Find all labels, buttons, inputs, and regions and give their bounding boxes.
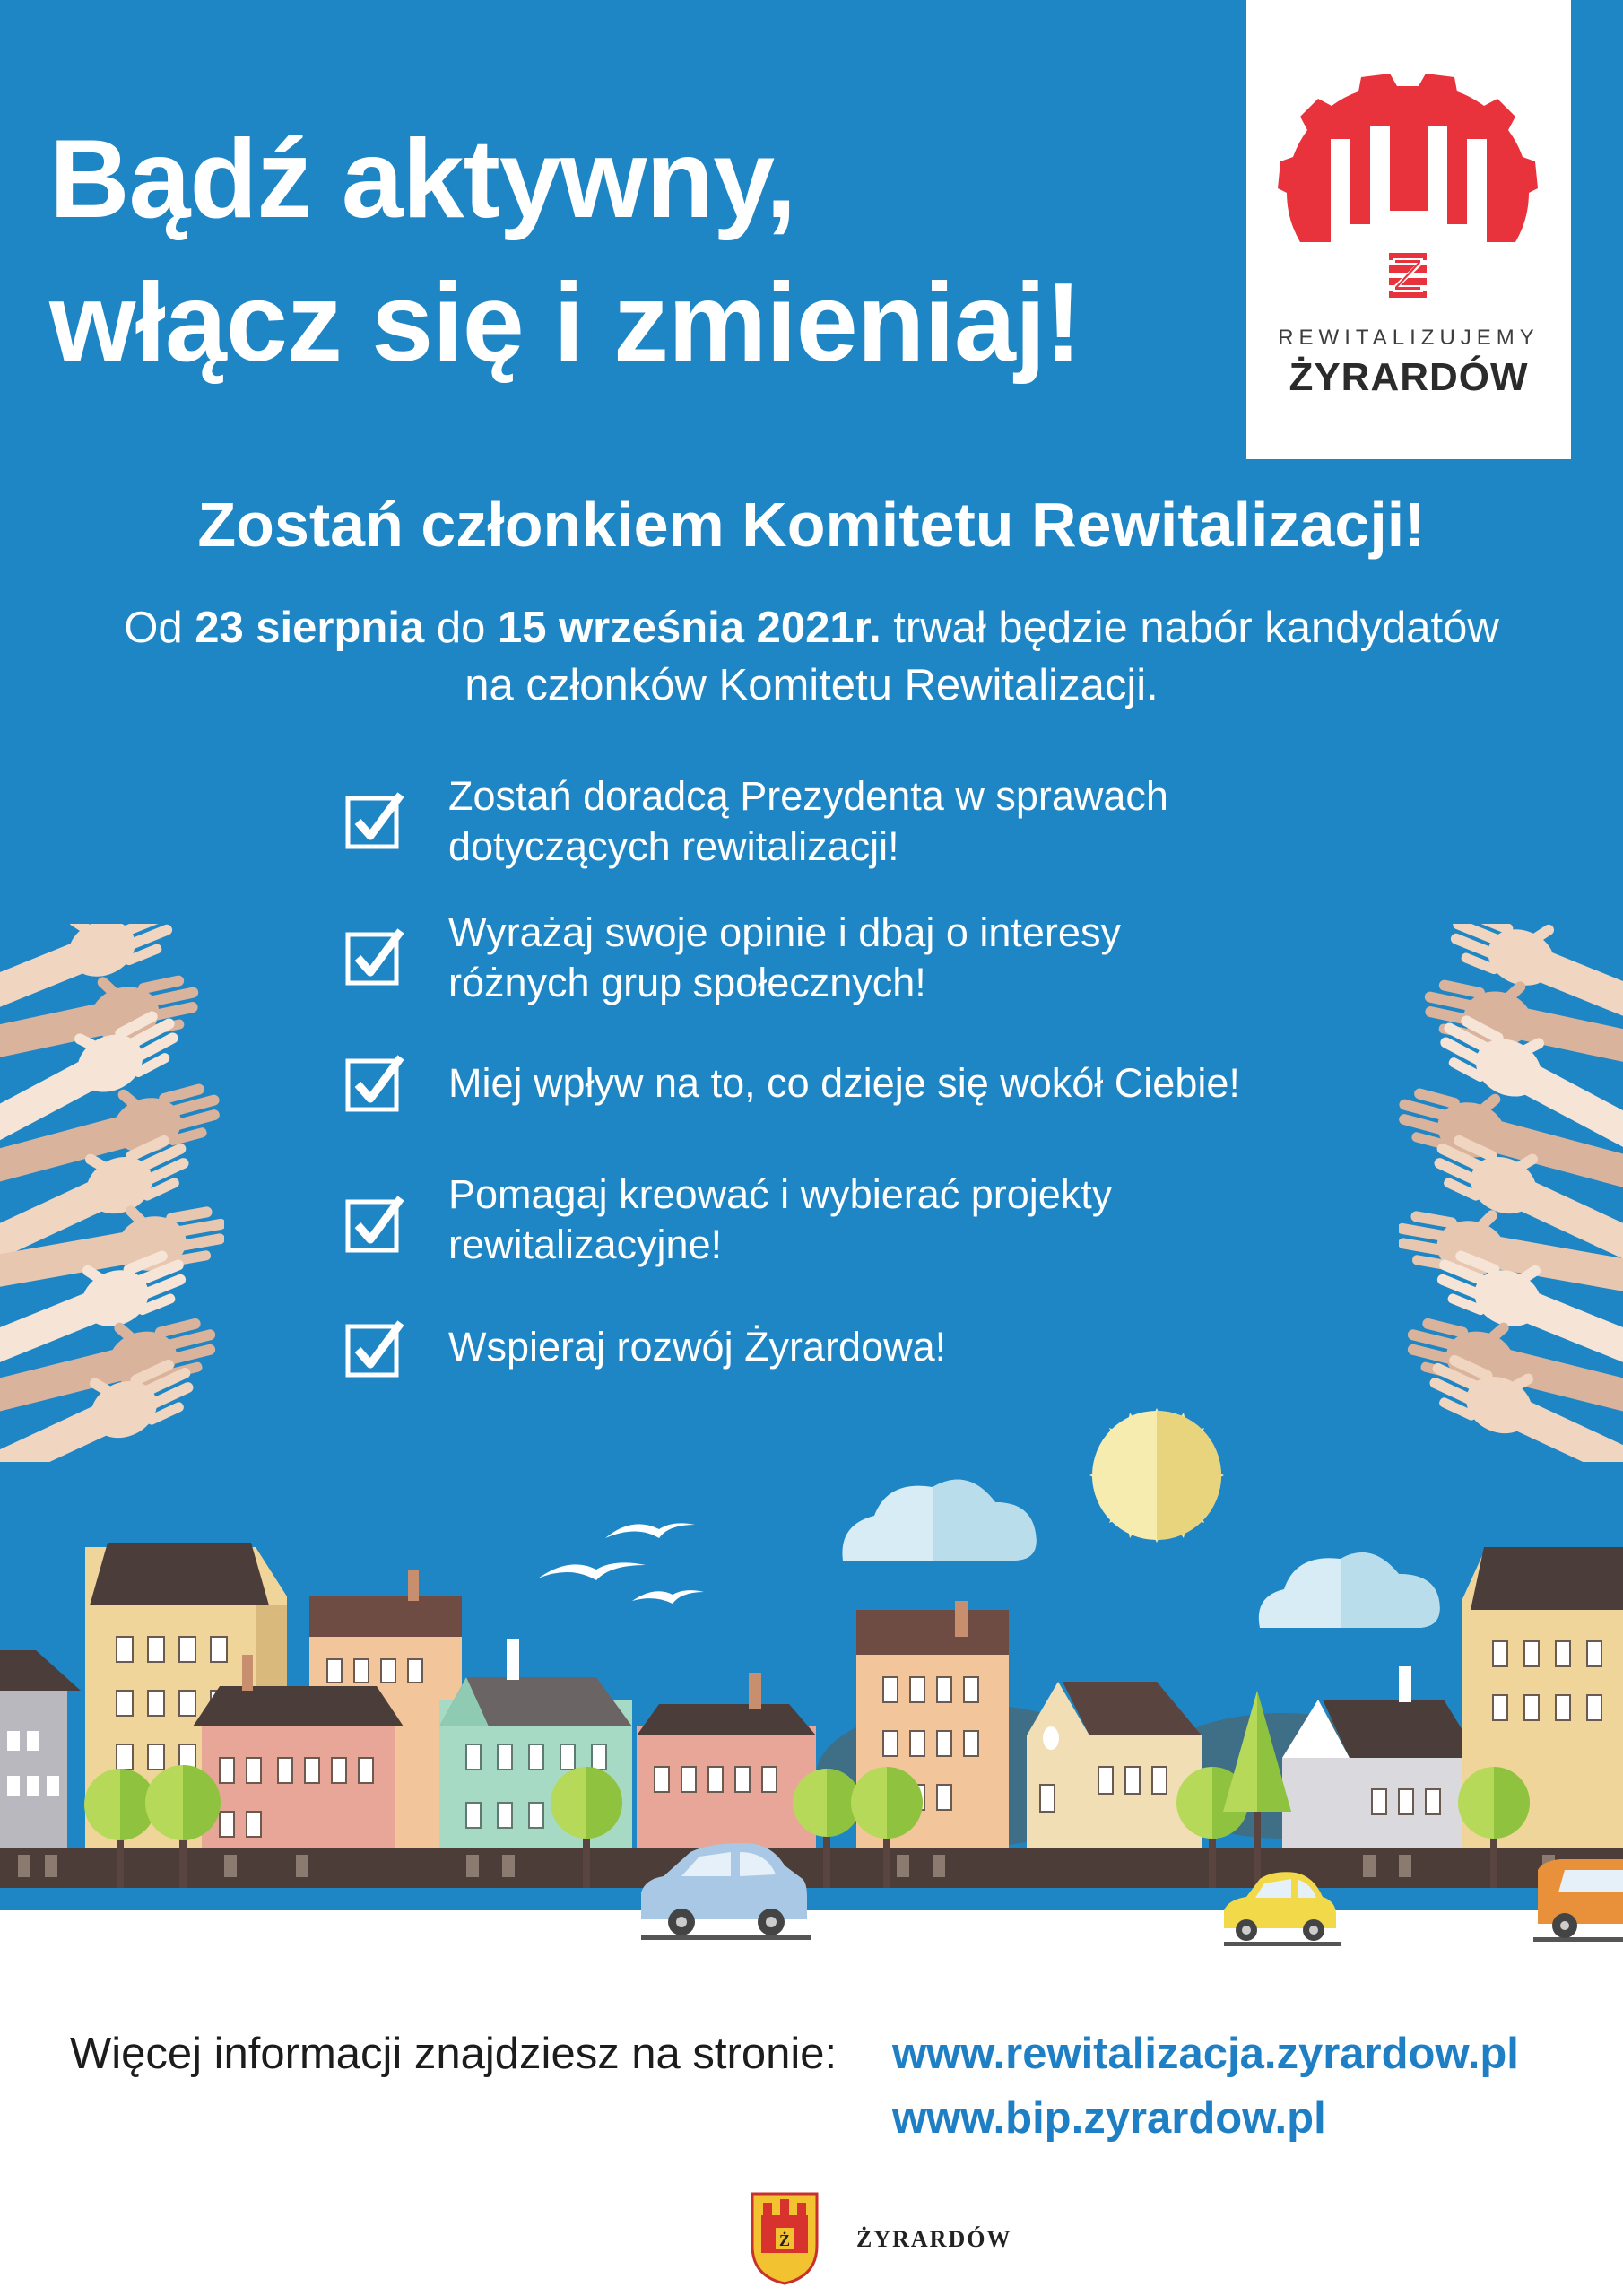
city-name: ŻYRARDÓW xyxy=(856,2226,1012,2252)
crest-letter: Ż xyxy=(778,2231,791,2249)
intro-line-2: na członków Komitetu Rewitalizacji. xyxy=(464,661,1159,709)
cloud-icon xyxy=(1259,1552,1440,1628)
gear-logo-icon xyxy=(1246,0,1571,323)
intro-paragraph xyxy=(54,599,1569,714)
subheading: Zostań członkiem Komitetu Rewitalizacji! xyxy=(197,490,1426,560)
sun-icon xyxy=(1089,1408,1224,1543)
revitalization-website-link[interactable]: www.rewitalizacja.zyrardow.pl xyxy=(892,2030,1519,2078)
checklist-line: Miej wpływ na to, co dzieje się wokół Ciebie! xyxy=(448,1060,1240,1106)
car-icon xyxy=(1533,1859,1623,1942)
headline xyxy=(49,108,1081,395)
date-to: 15 września 2021r. xyxy=(497,604,881,652)
check-icon xyxy=(345,1195,404,1254)
footer-info-text: Więcej informacji znajdziesz na stronie: xyxy=(70,2030,838,2078)
check-icon xyxy=(345,927,404,987)
intro-text: do xyxy=(424,604,498,652)
bird-icon xyxy=(538,1523,704,1604)
checklist-line: rewitalizacyjne! xyxy=(448,1222,723,1267)
checklist-line: Zostań doradcą Prezydenta w sprawach xyxy=(448,773,1168,819)
intro-text: trwał będzie nabór kandydatów xyxy=(881,604,1499,652)
bip-website-link[interactable]: www.bip.zyrardow.pl xyxy=(892,2094,1326,2143)
check-icon xyxy=(345,1054,404,1113)
check-icon xyxy=(345,1319,404,1378)
city-crest-icon xyxy=(749,2190,820,2287)
checklist-line: Pomagaj kreować i wybierać projekty xyxy=(448,1171,1113,1217)
checklist-text xyxy=(448,1058,1345,1109)
checklist-text xyxy=(448,908,1345,1008)
logo-main-text: ŻYRARDÓW xyxy=(1289,355,1529,399)
headline-line-2: włącz się i zmieniaj! xyxy=(49,261,1081,385)
intro-text: Od xyxy=(124,604,195,652)
cloud-icon xyxy=(842,1480,1036,1561)
check-icon xyxy=(345,791,404,850)
checklist-line: Wspieraj rozwój Żyrardowa! xyxy=(448,1324,947,1370)
checklist-text xyxy=(448,771,1345,872)
checklist-line: Wyrażaj swoje opinie i dbaj o interesy xyxy=(448,909,1121,955)
intro-line-1 xyxy=(54,599,1569,657)
building xyxy=(856,1601,1009,1888)
city-illustration xyxy=(0,1381,1623,1946)
headline-line-1: Bądź aktywny, xyxy=(49,117,796,241)
logo-top-text: REWITALIZUJEMY xyxy=(1278,326,1540,350)
checklist-line: dotyczących rewitalizacji! xyxy=(448,823,899,869)
checklist-text xyxy=(448,1322,1345,1372)
checklist-line: różnych grup społecznych! xyxy=(448,960,926,1005)
date-from: 23 sierpnia xyxy=(195,604,425,652)
checklist-text xyxy=(448,1170,1345,1270)
rewitalizujemy-logo xyxy=(1246,0,1571,459)
